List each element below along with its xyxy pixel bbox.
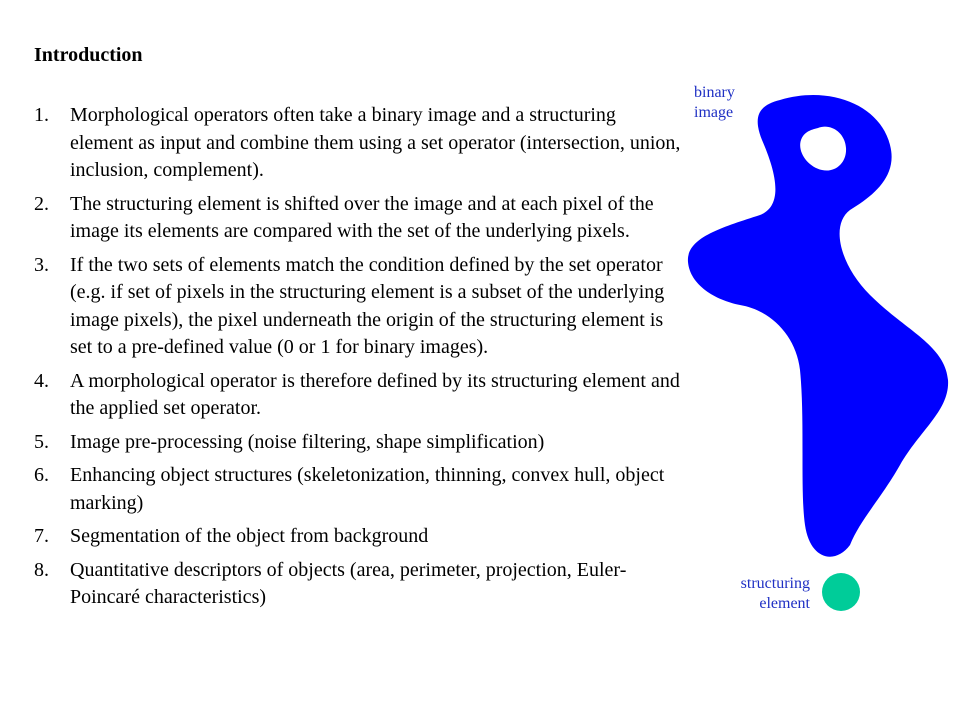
- list-item-text: Enhancing object structures (skeletonization, thinning, convex hull, object marking): [70, 464, 665, 514]
- list-item-number: 1.: [34, 104, 49, 126]
- list-item-text: A morphological operator is therefore defined by its structuring element and the applied set operator.: [70, 369, 680, 419]
- binary-image-shape: [688, 95, 948, 557]
- list-item-text: The structuring element is shifted over the image and at each pixel of the image its elements are compared with the set of the underlying pixels.: [70, 192, 654, 242]
- list-item-text: Quantitative descriptors of objects (area, perimeter, projection, Euler-Poincaré characteristics): [70, 558, 627, 608]
- list-item-number: 3.: [34, 253, 49, 276]
- binary-image-label-line: image: [694, 104, 734, 121]
- list-item-text: Image pre-processing (noise filtering, shape simplification): [70, 430, 545, 453]
- list-item-number: 5.: [34, 430, 49, 453]
- list-item-number: 2.: [34, 192, 49, 215]
- page-title: Introduction: [34, 44, 143, 66]
- list-item-text: Segmentation of the object from background: [70, 525, 429, 547]
- structuring-element-label-line: element: [759, 595, 810, 612]
- list-item-number: 6.: [34, 464, 49, 486]
- list-item-number: 8.: [34, 558, 49, 581]
- binary-image-label-line: binary: [694, 84, 735, 101]
- list-item-number: 4.: [34, 369, 49, 392]
- list-item-text: If the two sets of elements match the condition defined by the set operator (e.g. if set of pixels in the structuring element is a subset of the underlying image pixels), the pixel underneath the origin of the structuring element is set to a pre-defined value (0 or 1 for binary images).: [70, 253, 665, 358]
- structuring-element-circle: [822, 573, 860, 611]
- list-item-number: 7.: [34, 525, 49, 547]
- structuring-element-label-line: structuring: [740, 575, 810, 592]
- list-item-text: Morphological operators often take a binary image and a structuring element as input and combine them using a set operator (intersection, union, inclusion, complement).: [70, 104, 681, 181]
